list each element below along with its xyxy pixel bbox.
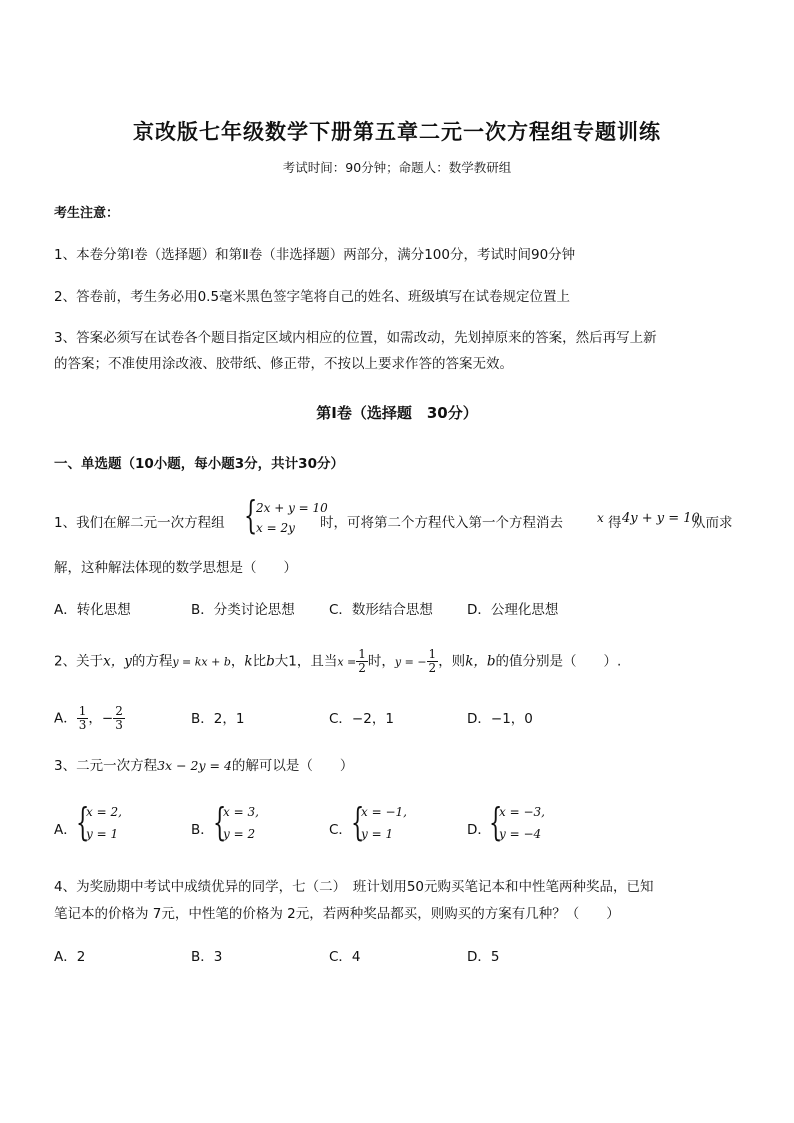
option-d: D．5: [467, 949, 500, 965]
system-equation-2: x = 2y: [256, 521, 295, 535]
option-b: B．2，1: [191, 711, 245, 727]
q2-xy: x，y: [103, 653, 132, 670]
question-4-line1: 4、为奖励期中考试中成绩优异的同学，七（二） 班计划用50元购买笔记本和中性笔两种奖品，已知: [54, 879, 654, 895]
q2-kb: k，b: [465, 653, 496, 670]
option-c-line2: y = 1: [361, 827, 394, 841]
system-brace: {: [213, 800, 227, 844]
system-brace: {: [351, 800, 365, 844]
q2-text: 大1，且当: [274, 653, 338, 670]
option-c: C．4: [329, 949, 361, 965]
option-a: A．转化思想: [54, 602, 131, 618]
q2-text: 2、关于: [54, 653, 104, 670]
notice-item: 2、答卷前，考生务必用0.5毫米黑色签字笔将自己的姓名、班级填写在试卷规定位置上: [54, 289, 571, 305]
notice-item: 的答案；不准使用涂改液、胶带纸、修正带，不按以上要求作答的答案无效。: [54, 356, 513, 372]
system-brace: {: [244, 493, 258, 537]
option-a-line2: y = 1: [86, 827, 119, 841]
question-1-var: x: [597, 511, 604, 525]
option-c: C．数形结合思想: [329, 602, 433, 618]
q2-text: ，: [230, 653, 245, 670]
q2-text: 时，: [367, 653, 395, 670]
option-d: D．−1，0: [467, 711, 533, 727]
q2-b: b: [266, 653, 275, 670]
system-brace: {: [489, 800, 503, 844]
option-c-line1: x = −1,: [361, 805, 407, 819]
question-1-line2: 解，这种解法体现的数学思想是（ ）: [54, 560, 297, 576]
option-d-line2: y = −4: [499, 827, 542, 841]
option-b-line2: y = 2: [223, 827, 256, 841]
fraction: $\frac{1}{3}$: [78, 704, 87, 732]
option-a-line1: x = 2,: [86, 805, 122, 819]
question-2: [54, 648, 621, 675]
option-a: A．: [54, 822, 77, 838]
fraction: $\frac{2}{3}$: [115, 704, 123, 732]
option-b: B．分类讨论思想: [191, 602, 295, 618]
question-3: 3、二元一次方程3x − 2y = 4的解可以是（ ）: [54, 758, 354, 774]
question-1-equation: 4y + y = 10: [622, 511, 700, 526]
option-d: D．公理化思想: [467, 602, 559, 618]
system-brace: {: [76, 800, 90, 844]
section-title: 第Ⅰ卷（选择题 30分）: [316, 404, 478, 422]
q2-text: ，则: [438, 653, 466, 670]
part-heading: 一、单选题（10小题，每小题3分，共计30分）: [54, 456, 344, 472]
q2-equation: y = kx + b: [172, 655, 231, 669]
q2-text: 的方程: [131, 653, 173, 670]
option-b: B．: [191, 822, 214, 838]
option-b-line1: x = 3,: [223, 805, 259, 819]
q2-k: k: [244, 653, 253, 670]
option-a: A． $\frac{1}{3}$ ，− $\frac{2}{3}$: [54, 704, 123, 732]
question-1-get: 得: [608, 515, 622, 531]
q2-text: 的值分别是（ ）.: [495, 653, 622, 670]
option-d-line1: x = −3,: [499, 805, 545, 819]
option-c: C．−2，1: [329, 711, 394, 727]
option-b: B．3: [191, 949, 223, 965]
option-a: A．2: [54, 949, 86, 965]
page-title: 京改版七年级数学下册第五章二元一次方程组专题训练: [133, 119, 661, 144]
question-1-tail: 从而求: [692, 515, 733, 531]
question-1-prefix: 1、我们在解二元一次方程组: [54, 515, 225, 531]
notice-item: 1、本卷分第Ⅰ卷（选择题）和第Ⅱ卷（非选择题）两部分，满分100分，考试时间90分钟: [54, 247, 576, 263]
notice-heading: 考生注意：: [54, 206, 120, 221]
q2-x-eq: x =: [337, 655, 357, 669]
exam-meta: 考试时间：90分钟；命题人：数学教研组: [282, 160, 512, 175]
q3-equation: 3x − 2y = 4: [157, 758, 232, 773]
question-4-line2: 笔记本的价格为 7元，中性笔的价格为 2元，若两种奖品都买，则购买的方案有几种？（ ）: [54, 906, 620, 922]
notice-item: 3、答案必须写在试卷各个题目指定区域内相应的位置，如需改动，先划掉原来的答案，然后再写上新: [54, 330, 657, 346]
q2-y-eq: y = −: [394, 655, 427, 669]
fraction: $\frac{1}{2}$: [428, 647, 437, 675]
question-1-mid: 时，可将第二个方程代入第一个方程消去: [320, 515, 563, 531]
system-equation-1: 2x + y = 10: [256, 501, 328, 515]
option-d: D．: [467, 822, 491, 838]
option-c: C．: [329, 822, 352, 838]
q2-text: 比: [252, 653, 267, 670]
fraction: $\frac{1}{2}$: [358, 647, 366, 675]
